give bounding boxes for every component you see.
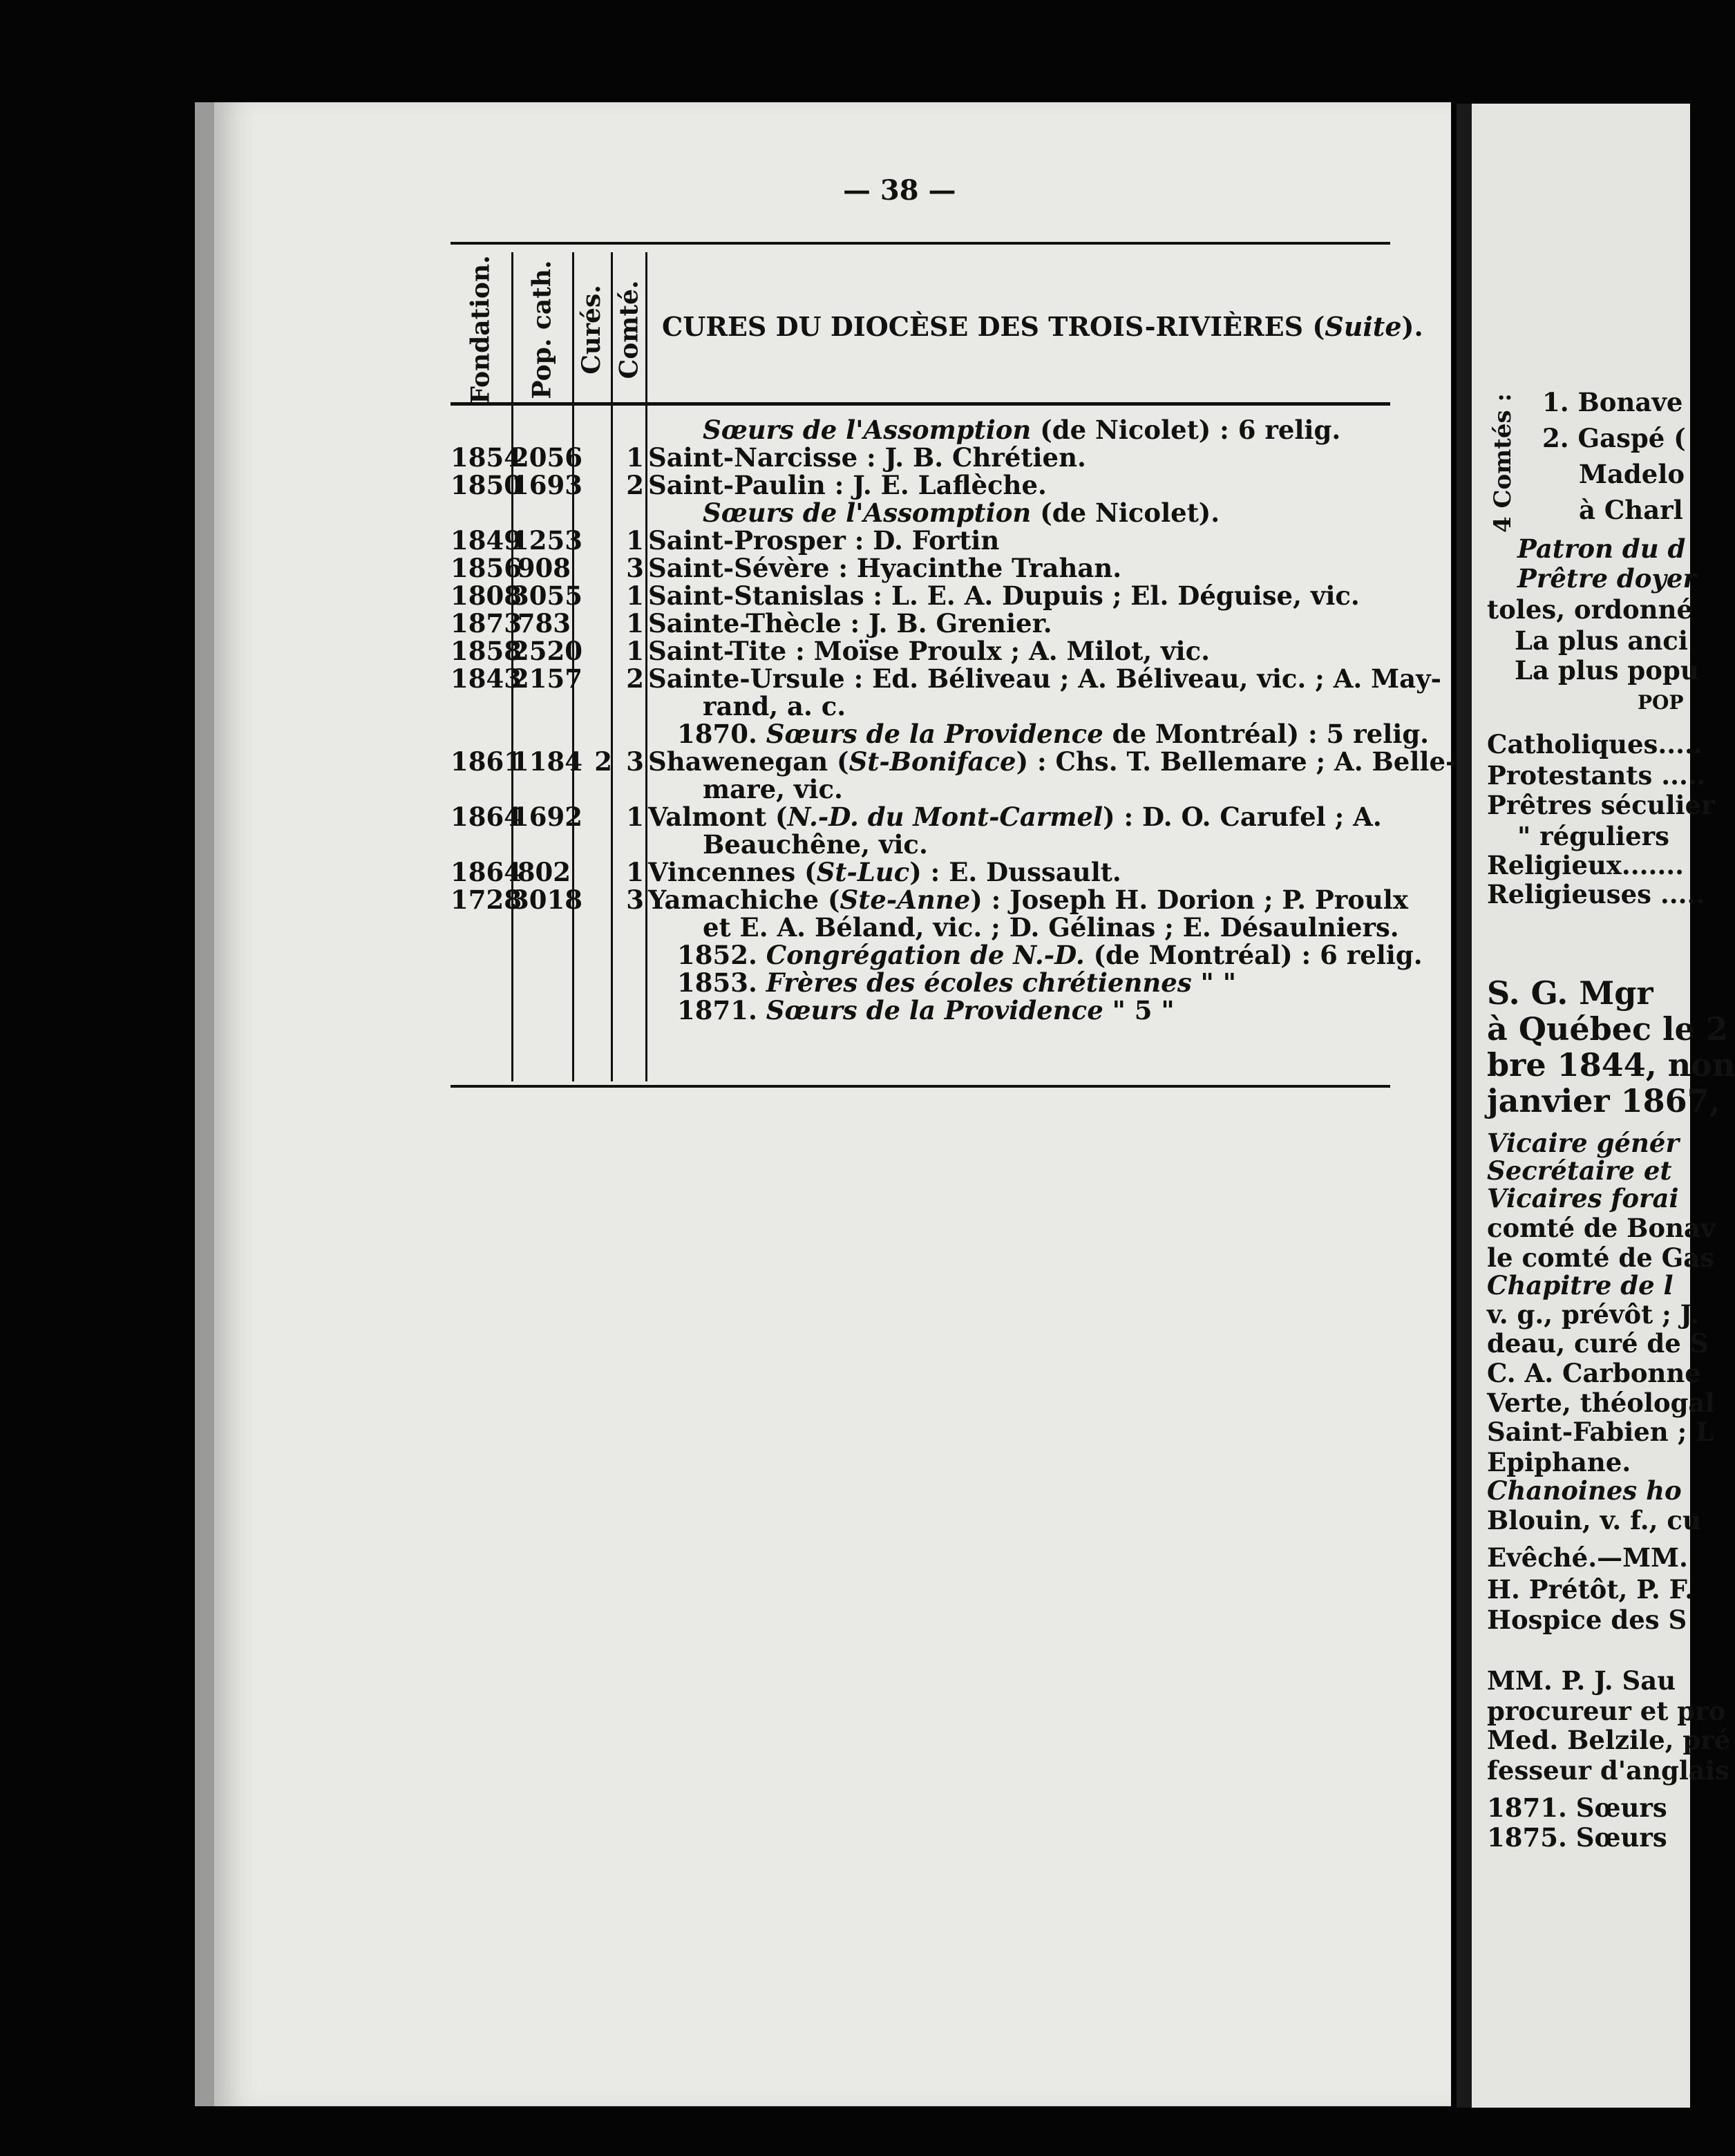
cell-pop: 3055 [511,580,582,611]
cell-comte: 1 [626,857,644,887]
header-fondation: Fondation. [466,255,496,404]
cell-entry: 1852. Congrégation de N.-D. (de Montréal) : 6 relig. [677,940,1423,970]
table-row [451,940,1423,970]
table-row [451,637,1390,665]
cell-pop: 1692 [511,802,582,832]
right-page-line: MM. P. J. Sau [1487,1665,1676,1696]
table-row [451,746,1457,777]
right-page-line: Blouin, v. f., cu [1487,1505,1701,1535]
section-title: CURES DU DIOCÈSE DES TROIS-RIVIÈRES (Suite). [662,311,1423,342]
table-row [451,692,1390,720]
table-row [451,471,1390,499]
right-page-line: Hospice des S [1487,1605,1687,1635]
cell-comte: 1 [626,525,644,556]
right-page-line: v. g., prévôt ; J. [1487,1299,1700,1330]
right-page-line: à Québec le 2 [1487,1010,1728,1048]
right-page-line: H. Prétôt, P. F. [1487,1574,1694,1605]
right-page-line: à Charl [1579,495,1683,525]
cell-entry: Sainte-Thècle : J. B. Grenier. [648,608,1052,639]
right-page-line: deau, curé de S [1487,1328,1709,1359]
cell-comte: 2 [626,470,644,500]
right-page-line: bre 1844, non [1487,1046,1735,1084]
cell-entry: et E. A. Béland, vic. ; D. Gélinas ; E. Désaulniers. [703,912,1399,943]
right-page-line: Verte, théologal [1487,1388,1715,1418]
right-page-line: Religieux....... [1487,850,1684,880]
right-page-line: procureur et pro [1487,1696,1726,1726]
cell-entry: Saint-Sévère : Hyacinthe Trahan. [648,553,1122,583]
right-page-line: Prêtres séculier [1487,790,1715,820]
table-row [451,775,1390,803]
table-row [451,996,1390,1024]
table-row [451,858,1390,886]
right-page-line: Protestants ..... [1487,760,1706,791]
cell-comte: 1 [626,802,644,832]
right-page-line: Secrétaire et [1487,1155,1672,1186]
cell-entry: Sœurs de l'Assomption (de Nicolet) : 6 relig. [703,415,1341,445]
cell-entry: 1870. Sœurs de la Providence de Montréal) : 5 relig. [677,719,1430,749]
cell-entry: Shawenegan (St-Boniface) : Chs. T. Bellemare ; A. Belle- [648,746,1457,777]
table-row [451,582,1390,609]
header-cures: Curés. [577,285,606,375]
right-page-line: POP [1638,691,1684,714]
cell-fondation: 1864 [451,857,522,887]
cell-fondation: 1854 [451,442,522,473]
cell-comte: 3 [626,746,644,777]
right-page-line: janvier 1867, [1487,1082,1720,1119]
right-page-line: La plus popu [1515,655,1699,685]
table-row [451,969,1390,996]
cell-entry: rand, a. c. [703,691,846,721]
cell-fondation: 1861 [451,746,522,777]
top-rule [451,242,1390,245]
table-row [451,719,1430,749]
right-page-line: Saint-Fabien ; L [1487,1417,1714,1447]
cell-entry: Sainte-Ursule : Ed. Béliveau ; A. Béliveau, vic. ; A. May- [648,663,1441,694]
table-row [451,527,1390,554]
header-pop: Pop. cath. [527,260,556,399]
cell-entry: Saint-Narcisse : J. B. Chrétien. [648,442,1086,473]
cell-pop: 783 [517,608,571,639]
right-page-line: Patron du d [1517,533,1686,564]
right-page-line: 1. Bonave [1542,387,1683,417]
cell-entry: Vincennes (St-Luc) : E. Dussault. [648,857,1121,887]
cell-fondation: 1843 [451,663,522,694]
cell-fondation: 1858 [451,636,522,666]
cell-cures: 2 [594,746,612,777]
cell-entry: Saint-Paulin : J. E. Laflèche. [648,470,1047,500]
cell-entry: Saint-Tite : Moïse Proulx ; A. Milot, vic. [648,636,1211,666]
cell-pop: 1253 [511,525,582,556]
right-page-line: fesseur d'anglais [1487,1755,1729,1786]
right-page-line: S. G. Mgr [1487,974,1653,1012]
right-page-line: Religieuses ..... [1487,879,1705,909]
cell-pop: 908 [517,553,571,583]
cell-entry: 1871. Sœurs de la Providence " 5 " [677,995,1175,1025]
cell-comte: 1 [626,608,644,639]
cell-fondation: 1728 [451,885,522,915]
cell-pop: 2520 [511,636,582,666]
comtes-label: 4 Comtés : [1489,393,1517,533]
right-page-line: Chanoines ho [1487,1475,1682,1506]
header-comte: Comté. [614,280,644,379]
right-page-line: Vicaire génér [1487,1128,1679,1158]
cell-fondation: 1808 [451,580,522,611]
right-page-line: Madelo [1579,459,1685,489]
right-page-line: comté de Bonav [1487,1213,1716,1243]
right-page-line: Chapitre de l [1487,1270,1674,1301]
cell-entry: Sœurs de l'Assomption (de Nicolet). [703,498,1220,528]
right-page-line: 1871. Sœurs [1487,1793,1667,1823]
right-page-line: Evêché.—MM. [1487,1542,1688,1573]
cell-pop: 802 [517,857,571,887]
cell-entry: mare, vic. [703,774,843,804]
cell-pop: 3018 [511,885,582,915]
right-page-line: Epiphane. [1487,1447,1631,1477]
cell-pop: 2157 [511,663,582,694]
table-row [451,831,1390,858]
cell-fondation: 1850 [451,470,522,500]
cell-pop: 1184 [511,746,582,777]
cell-comte: 1 [626,442,644,473]
cell-comte: 1 [626,636,644,666]
table-row [451,416,1390,444]
cell-entry: Beauchêne, vic. [703,829,928,860]
table-row [451,803,1390,831]
right-page-line: Vicaires forai [1487,1183,1679,1213]
right-page-line: Catholiques..... [1487,729,1703,759]
right-page-line: le comté de Gas [1487,1242,1715,1273]
cell-pop: 2056 [511,442,582,473]
right-page-line: La plus anci [1515,625,1688,656]
cell-comte: 2 [626,663,644,694]
cell-entry: Yamachiche (Ste-Anne) : Joseph H. Dorion ; P. Proulx [648,885,1408,915]
cell-fondation: 1873 [451,608,522,639]
cell-entry: Valmont (N.-D. du Mont-Carmel) : D. O. Carufel ; A. [648,802,1382,832]
table-row [451,609,1390,637]
cell-comte: 3 [626,885,644,915]
table-row [451,554,1390,582]
cell-fondation: 1864 [451,802,522,832]
right-page-line: Med. Belzile, pré [1487,1725,1731,1755]
page-number: — 38 — [843,174,956,207]
cell-comte: 3 [626,553,644,583]
right-page-line: 1875. Sœurs [1487,1822,1667,1853]
table-row [451,885,1408,915]
right-page-line: toles, ordonné [1487,594,1694,625]
table-row [451,663,1441,694]
right-page-line: C. A. Carbonne [1487,1358,1701,1388]
cell-pop: 1693 [511,470,582,500]
cell-fondation: 1856 [451,553,522,583]
header-rule [451,402,1390,406]
cell-entry: Saint-Stanislas : L. E. A. Dupuis ; El. Déguise, vic. [648,580,1360,611]
cell-comte: 1 [626,580,644,611]
right-page-line: Prêtre doyer [1517,563,1696,594]
cell-entry: Saint-Prosper : D. Fortin [648,525,1000,556]
right-page-line: 2. Gaspé ( [1542,423,1686,453]
bottom-rule [451,1085,1390,1088]
cell-entry: 1853. Frères des écoles chrétiennes " " [677,967,1236,998]
table-row [451,912,1399,943]
table-row [451,444,1390,471]
cell-fondation: 1849 [451,525,522,556]
table-row [451,499,1390,527]
right-page-line: " réguliers [1517,821,1669,851]
